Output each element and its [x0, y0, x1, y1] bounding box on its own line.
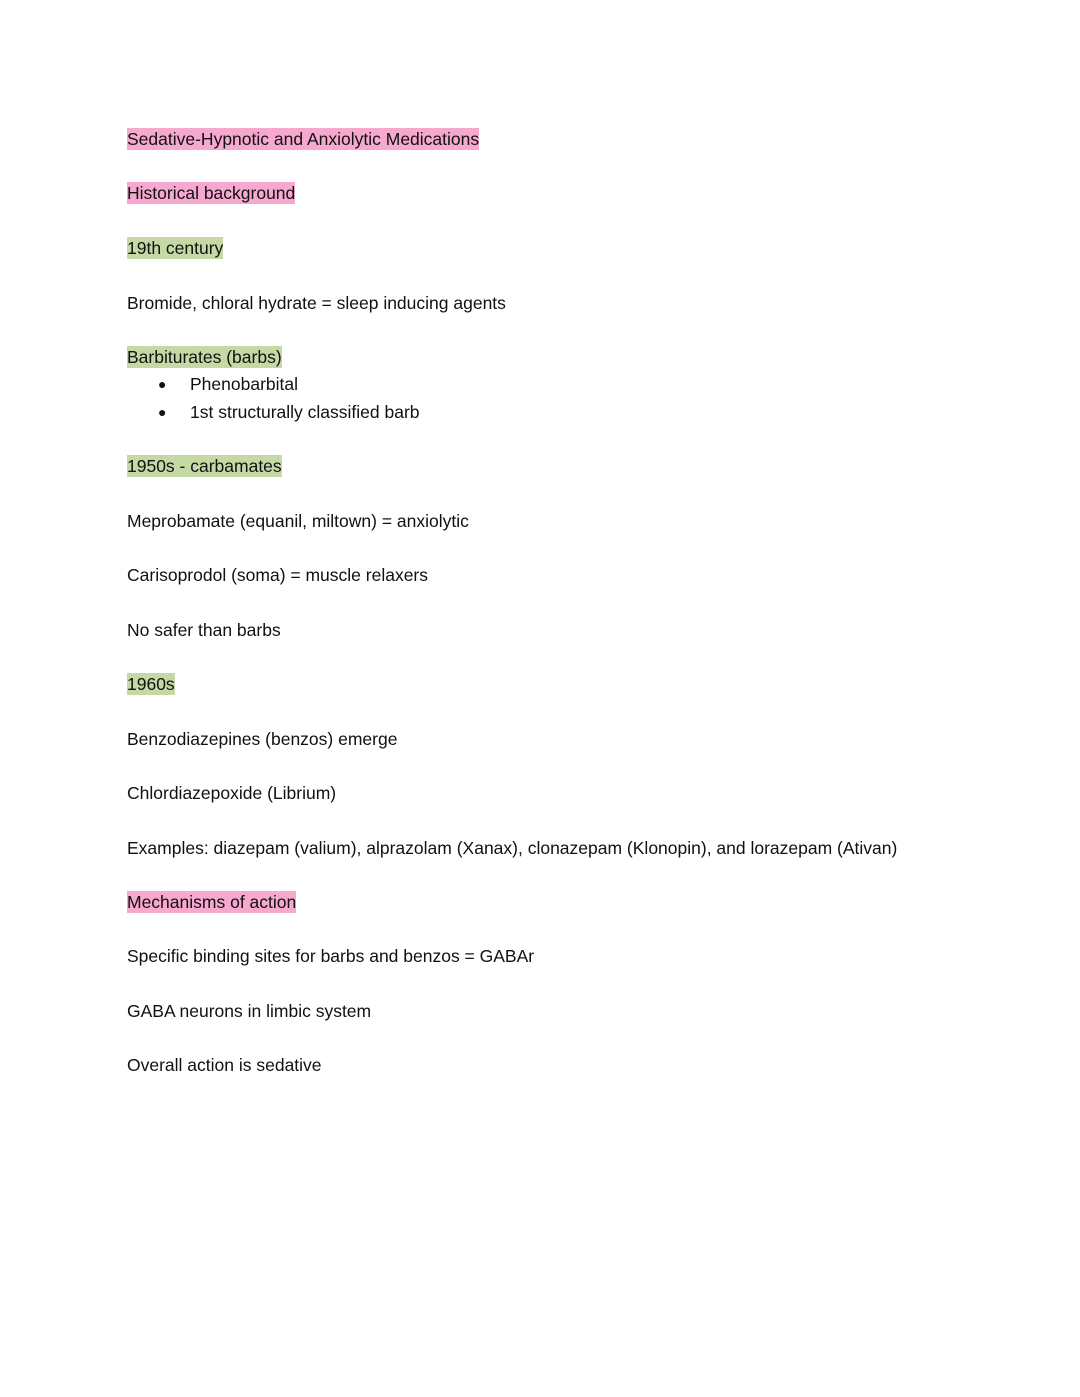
section-heading-history	[127, 181, 295, 205]
text-examples: Examples: diazepam (valium), alprazolam (Xanax), clonazepam (Klonopin), and lorazepam (Ativan)	[127, 838, 898, 858]
barbiturates-highlight: Barbiturates (barbs)	[127, 347, 282, 367]
mechanisms-highlight: Mechanisms of action	[127, 892, 297, 912]
bullet-text: 1st structurally classified barb	[190, 402, 420, 422]
text-meprobamate: Meprobamate (equanil, miltown) = anxiolytic	[127, 511, 469, 531]
text-carisoprodol: Carisoprodol (soma) = muscle relaxers	[127, 565, 429, 585]
bullet-list-item	[158, 372, 298, 396]
document-title	[127, 127, 479, 151]
text-chlordiazepoxide: Chlordiazepoxide (Librium)	[127, 783, 337, 803]
text-overall-action: Overall action is sedative	[127, 1055, 322, 1075]
subheading-barbiturates	[127, 345, 282, 369]
19th-century-highlight: 19th century	[127, 238, 224, 258]
bullet-text: Phenobarbital	[190, 374, 298, 394]
text-benzos: Benzodiazepines (benzos) emerge	[127, 729, 398, 749]
1960s-highlight: 1960s	[127, 674, 175, 694]
text-bromide: Bromide, chloral hydrate = sleep inducing agents	[127, 293, 506, 313]
text-binding-sites: Specific binding sites for barbs and benzos = GABAr	[127, 946, 535, 966]
subheading-19th-century	[127, 236, 223, 260]
1950s-highlight: 1950s - carbamates	[127, 456, 282, 476]
bullet-icon: ●	[158, 376, 167, 392]
subheading-1960s	[127, 672, 175, 696]
subheading-1950s	[127, 454, 282, 478]
title-highlight: Sedative-Hypnotic and Anxiolytic Medications	[127, 129, 480, 149]
bullet-icon: ●	[158, 404, 167, 420]
history-highlight: Historical background	[127, 183, 296, 203]
text-no-safer: No safer than barbs	[127, 620, 281, 640]
section-heading-mechanisms	[127, 890, 296, 914]
bullet-list-item	[158, 400, 420, 424]
text-gaba-neurons: GABA neurons in limbic system	[127, 1001, 372, 1021]
